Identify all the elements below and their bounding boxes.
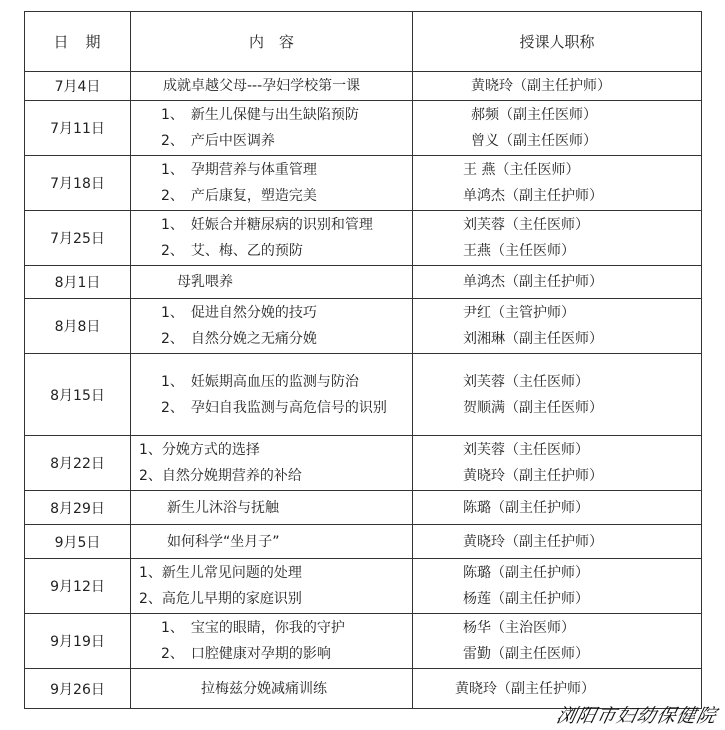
- table-row: [25, 156, 702, 211]
- row-date: 7月25日: [25, 211, 131, 266]
- header-teacher: 授课人职称: [413, 12, 702, 72]
- row-date: 7月18日: [25, 156, 131, 211]
- row-content: [131, 354, 413, 436]
- content-line: 1、 宝宝的眼睛，你我的守护: [161, 620, 345, 636]
- content-line: 1、 新生儿保健与出生缺陷预防: [161, 107, 359, 123]
- table-row: [25, 211, 702, 266]
- header-content: 内 容: [131, 12, 413, 72]
- row-teacher: [413, 491, 702, 525]
- row-teacher: [413, 559, 702, 614]
- row-content: [131, 614, 413, 669]
- row-date: 9月5日: [25, 525, 131, 559]
- content-line: 1、 促进自然分娩的技巧: [161, 305, 317, 321]
- table-row: [25, 354, 702, 436]
- teacher-line: 曾义（副主任医师）: [471, 133, 597, 149]
- content-line: 1、 孕期营养与体重管理: [161, 162, 317, 178]
- teacher-line: 贺顺满（副主任医师）: [463, 399, 603, 416]
- teacher-line: 黄晓玲（副主任护师）: [463, 468, 603, 484]
- row-date: 9月12日: [25, 559, 131, 614]
- row-teacher: [413, 354, 702, 436]
- content-line: 拉梅兹分娩减痛训练: [201, 680, 327, 697]
- row-content: [131, 266, 413, 299]
- content-line: 1、分娩方式的选择: [139, 442, 260, 458]
- row-date: 9月26日: [25, 669, 131, 709]
- content-line: 2、 产后康复，塑造完美: [161, 188, 317, 204]
- row-teacher: [413, 72, 702, 101]
- row-content: [131, 156, 413, 211]
- row-date: 8月29日: [25, 491, 131, 525]
- teacher-line: 刘芙蓉（主任医师）: [463, 217, 589, 233]
- content-line: 2、 孕妇自我监测与高危信号的识别: [161, 399, 387, 416]
- row-teacher: [413, 525, 702, 559]
- row-content: [131, 436, 413, 491]
- teacher-line: 杨华（主治医师）: [463, 620, 575, 636]
- row-teacher: [413, 101, 702, 156]
- row-content: [131, 101, 413, 156]
- table-row: [25, 436, 702, 491]
- content-line: 1、 妊娠合并糖尿病的识别和管理: [161, 217, 373, 233]
- table-row: [25, 101, 702, 156]
- content-line: 2、 产后中医调养: [161, 133, 275, 149]
- row-teacher: [413, 266, 702, 299]
- teacher-line: 杨莲（副主任护师）: [463, 591, 589, 607]
- row-teacher: [413, 614, 702, 669]
- table-row: [25, 559, 702, 614]
- teacher-line: 刘湘琳（副主任医师）: [463, 331, 603, 347]
- teacher-line: 陈璐（副主任护师）: [463, 565, 589, 581]
- content-line: 1、 妊娠期高血压的监测与防治: [161, 373, 359, 390]
- row-content: [131, 72, 413, 101]
- header-row: [25, 12, 702, 72]
- teacher-line: 陈璐（副主任护师）: [463, 499, 589, 516]
- row-date: 8月22日: [25, 436, 131, 491]
- content-line: 2、 口腔健康对孕期的影响: [161, 646, 331, 662]
- teacher-line: 单鸿杰（副主任护师）: [463, 188, 603, 204]
- teacher-line: 刘芙蓉（主任医师）: [463, 442, 589, 458]
- teacher-line: 黄晓玲（副主任护师）: [455, 680, 595, 697]
- row-date: 8月1日: [25, 266, 131, 299]
- row-content: [131, 525, 413, 559]
- row-date: 8月8日: [25, 299, 131, 354]
- teacher-line: 黄晓玲（副主任护师）: [471, 78, 611, 94]
- row-teacher: [413, 436, 702, 491]
- table-row: [25, 491, 702, 525]
- row-date: 7月11日: [25, 101, 131, 156]
- row-content: [131, 669, 413, 709]
- teacher-line: 黄晓玲（副主任护师）: [463, 533, 603, 550]
- table-row: [25, 614, 702, 669]
- content-line: 新生儿沐浴与抚触: [167, 499, 279, 516]
- row-teacher: [413, 156, 702, 211]
- row-date: 8月15日: [25, 354, 131, 436]
- content-line: 2、自然分娩期营养的补给: [139, 468, 302, 484]
- teacher-line: 刘芙蓉（主任医师）: [463, 373, 589, 390]
- teacher-line: 雷勤（副主任医师）: [463, 646, 589, 662]
- table-row: [25, 266, 702, 299]
- teacher-line: 王 燕（主任医师）: [463, 162, 580, 178]
- content-line: 如何科学“坐月子”: [167, 533, 280, 550]
- row-teacher: [413, 299, 702, 354]
- content-line: 2、 自然分娩之无痛分娩: [161, 331, 317, 347]
- teacher-line: 郝频（副主任医师）: [471, 107, 597, 123]
- content-line: 成就卓越父母---孕妇学校第一课: [163, 78, 361, 94]
- row-date: 7月4日: [25, 72, 131, 101]
- row-teacher: [413, 211, 702, 266]
- hospital-watermark: 浏阳市妇幼保健院: [554, 705, 720, 727]
- header-date: 日 期: [25, 12, 131, 72]
- row-date: 9月19日: [25, 614, 131, 669]
- row-content: [131, 559, 413, 614]
- content-line: 1、新生儿常见问题的处理: [139, 565, 302, 581]
- schedule-table: [24, 11, 702, 709]
- teacher-line: 王燕（主任医师）: [463, 243, 575, 259]
- teacher-line: 单鸿杰（副主任护师）: [463, 274, 603, 290]
- content-line: 2、 艾、梅、乙的预防: [161, 243, 303, 259]
- row-content: [131, 299, 413, 354]
- row-content: [131, 491, 413, 525]
- content-line: 2、高危儿早期的家庭识别: [139, 591, 302, 607]
- content-line: 母乳喂养: [177, 274, 233, 290]
- table-row: [25, 299, 702, 354]
- teacher-line: 尹红（主管护师）: [463, 305, 575, 321]
- table-row: [25, 72, 702, 101]
- table-row: [25, 525, 702, 559]
- row-content: [131, 211, 413, 266]
